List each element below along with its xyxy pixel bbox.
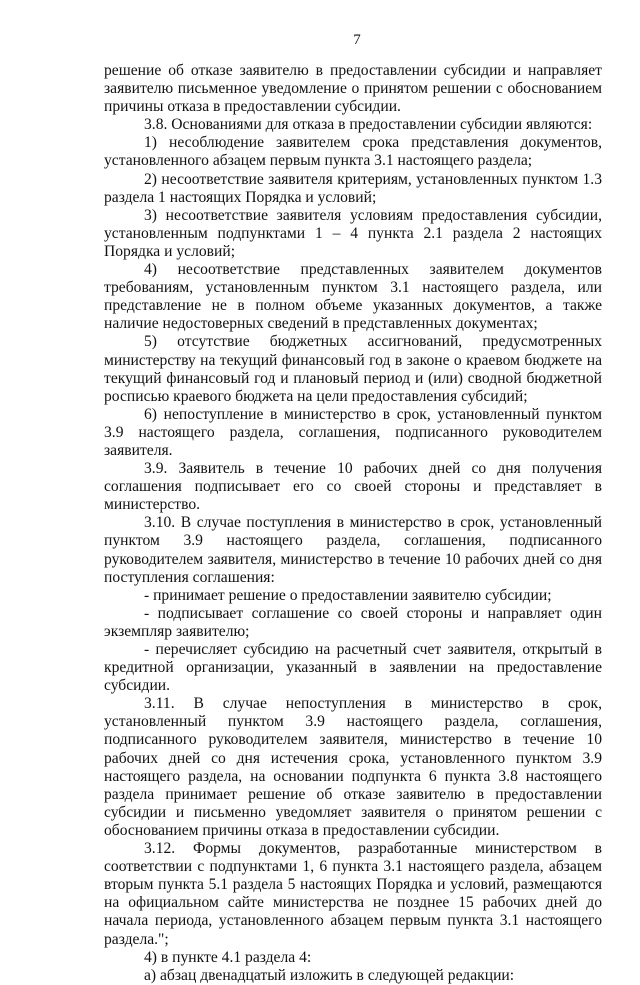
page-number: 7 — [353, 32, 361, 48]
paragraph-continuation: решение об отказе заявителю в предоставлении субсидии и направляет заявителю письменное уведомление о принятом решении с обоснованием причины отказа в предоставлении субсидии. — [104, 62, 602, 116]
paragraph-3-11: 3.11. В случае непоступления в министерство в срок, установленный пунктом 3.9 настоящего раздела, соглашения, подписанного руководителем заявителя, министерство в течение 10 рабочих дней со дня истечения срока, установленного пунктом 3.9 настоящего раздела, на основании подпункта 6 пункта 3.8 настоящего раздела принимает решение об отказе заявителю в предоставлении субсидии и письменно уведомляет заявителя о принятом решении с обоснованием причины отказа в предоставлении субсидии. — [104, 695, 602, 839]
document-body — [104, 62, 602, 985]
paragraph-3-9: 3.9. Заявитель в течение 10 рабочих дней со дня получения соглашения подписывает его со своей стороны и представляет в министерство. — [104, 460, 602, 514]
dash-item-3: - перечисляет субсидию на расчетный счет заявителя, открытый в кредитной организации, указанный в заявлении на предоставление субсидии. — [104, 641, 602, 695]
list-item-6: 6) непоступление в министерство в срок, установленный пунктом 3.9 настоящего раздела, соглашения, подписанного руководителем заявителя. — [104, 405, 602, 459]
amendment-subitem-a: а) абзац двенадцатый изложить в следующей редакции: — [144, 966, 515, 984]
dash-item-1: - принимает решение о предоставлении заявителю субсидии; — [144, 586, 552, 604]
dash-item-2: - подписывает соглашение со своей стороны и направляет один экземпляр заявителю; — [104, 604, 602, 640]
list-item-1: 1) несоблюдение заявителем срока представления документов, установленного абзацем первым пункта 3.1 настоящего раздела; — [104, 134, 602, 170]
list-item-3: 3) несоответствие заявителя условиям предоставления субсидии, установленным подпунктами 1 – 4 пункта 2.1 раздела 2 настоящих Порядка и условий; — [104, 206, 602, 260]
paragraph-3-12: 3.12. Формы документов, разработанные министерством в соответствии с подпунктами 1, 6 пункта 3.1 настоящего раздела, абзацем вторым пункта 5.1 раздела 5 настоящих Порядка и условий, размещаются на официальном сайте министерства не позднее 15 рабочих дней до начала периода, установленного абзацем первым пункта 3.1 настоящего раздела."; — [104, 840, 602, 948]
paragraph-3-10: 3.10. В случае поступления в министерство в срок, установленный пунктом 3.9 настоящего раздела, соглашения, подписанного руководителем заявителя, министерство в течение 10 рабочих дней со дня поступления соглашения: — [104, 514, 602, 586]
list-item-4: 4) несоответствие представленных заявителем документов требованиям, установленным пунктом 3.1 настоящего раздела, или представление не в полном объеме указанных документов, а также наличие недостоверных сведений в представленных документах; — [104, 261, 602, 333]
amendment-item-4: 4) в пункте 4.1 раздела 4: — [144, 948, 312, 966]
list-item-5: 5) отсутствие бюджетных ассигнований, предусмотренных министерству на текущий финансовый год в законе о краевом бюджете на текущий финансовый год и плановый период и (или) сводной бюджетной росписью краевого бюджета на цели предоставления субсидий; — [104, 333, 602, 405]
paragraph-3-8: 3.8. Основаниями для отказа в предоставлении субсидии являются: — [144, 116, 593, 134]
list-item-2: 2) несоответствие заявителя критериям, установленных пунктом 1.3 раздела 1 настоящих Порядка и условий; — [104, 170, 602, 206]
